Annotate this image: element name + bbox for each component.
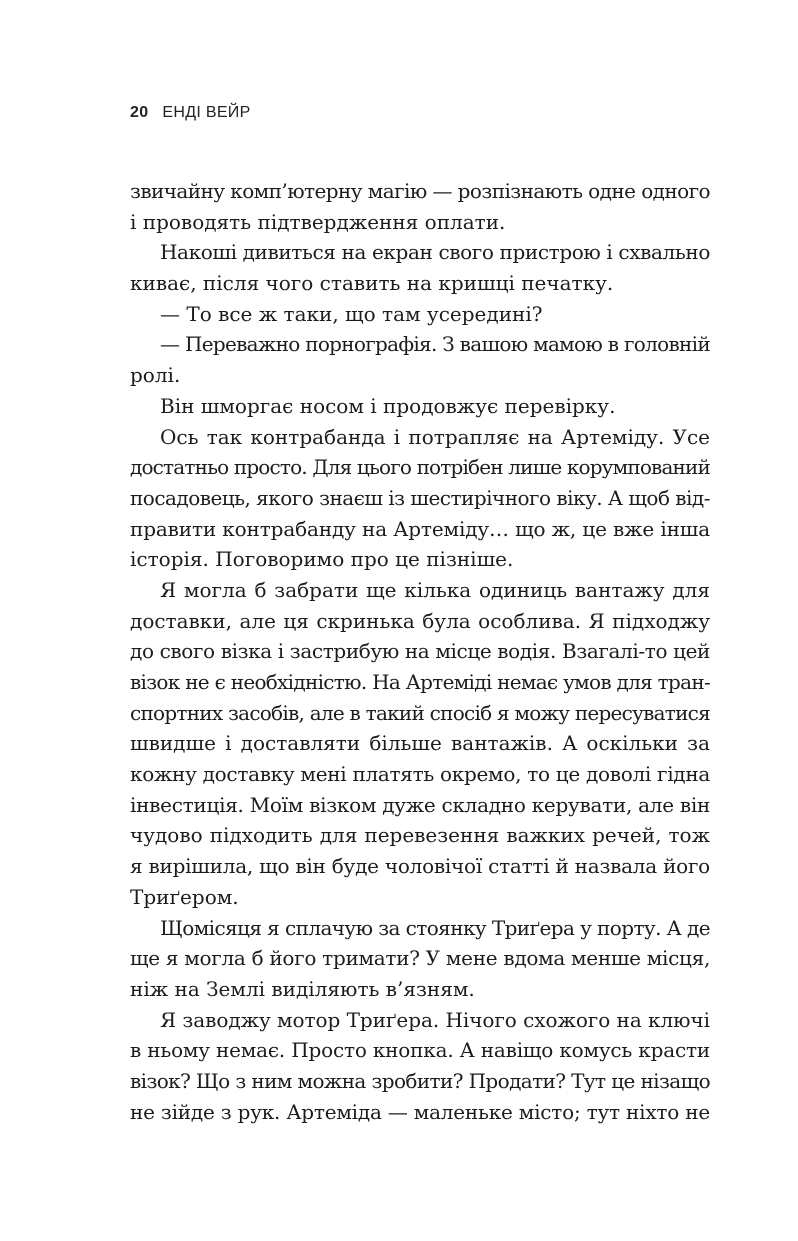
- text-line: Щомісяця я сплачую за стоянку Триґера у порту. А де: [160, 915, 710, 940]
- text-line: інвестиція. Моїм візком дуже складно керувати, але він: [130, 792, 711, 817]
- text-line: ролі.: [130, 363, 181, 388]
- running-title: ЕНДІ ВЕЙР: [162, 104, 251, 121]
- text-line: і проводять підтвердження оплати.: [130, 209, 506, 234]
- text-line: звичайну комп’ютерну магію — розпізнають одне одного: [130, 179, 711, 203]
- text-line: — То все ж таки, що там усередині?: [160, 301, 543, 326]
- text-line: в ньому немає. Просто кнопка. А навіщо комусь красти: [130, 1038, 710, 1063]
- text-line: кожну доставку мені платять окремо, то це доволі гідна: [130, 762, 710, 787]
- page-number: 20: [130, 104, 149, 121]
- text-line: візок? Що з ним можна зробити? Продати? Тут це нізащо: [130, 1068, 711, 1093]
- text-line: Він шморгає носом і продовжує перевірку.: [160, 393, 616, 418]
- text-line: Ось так контрабанда і потрапляє на Артеміду. Усе: [160, 424, 710, 449]
- text-line: правити контрабанду на Артеміду… що ж, це вже інша: [130, 516, 711, 541]
- text-line: доставки, але ця скринька була особлива. Я підходжу: [130, 608, 710, 633]
- text-line: ніж на Землі виділяють в’язням.: [130, 976, 475, 1001]
- text-line: я вирішила, що він буде чоловічої статті й назвала його: [130, 854, 710, 879]
- text-line: спортних засобів, але в такий спосіб я можу пересуватися: [130, 700, 711, 725]
- text-line: до свого візка і застрибую на місце водія. Взагалі-то цей: [130, 639, 711, 664]
- text-line: Накоші дивиться на екран свого пристрою і схвально: [160, 240, 710, 265]
- text-line: не зійде з рук. Артеміда — маленьке місто; тут ніхто не: [130, 1099, 710, 1124]
- text-line: киває, після чого ставить на кришці печатку.: [130, 271, 614, 296]
- text-line: історія. Поговоримо про це пізніше.: [130, 547, 514, 572]
- text-line: Я заводжу мотор Триґера. Нічого схожого на ключі: [160, 1007, 710, 1032]
- body-text: [130, 176, 710, 1127]
- text-line: швидше і доставляти більше вантажів. А оскільки за: [130, 731, 710, 756]
- text-line: ще я могла б його тримати? У мене вдома менше місця,: [130, 946, 711, 971]
- running-header: [130, 104, 251, 122]
- text-line: — Переважно порнографія. З вашою мамою в головній: [160, 332, 710, 357]
- text-line: візок не є необхідністю. На Артеміді немає умов для тран-: [130, 670, 710, 694]
- text-line: Я могла б забрати ще кілька одиниць вантажу для: [160, 577, 710, 602]
- text-line: посадовець, якого знаєш із шестирічного віку. А щоб від-: [130, 485, 710, 510]
- text-line: достатньо просто. Для цього потрібен лише корумпований: [130, 455, 711, 480]
- text-line: чудово підходить для перевезення важких речей, тож: [130, 823, 710, 848]
- text-line: Триґером.: [130, 884, 239, 909]
